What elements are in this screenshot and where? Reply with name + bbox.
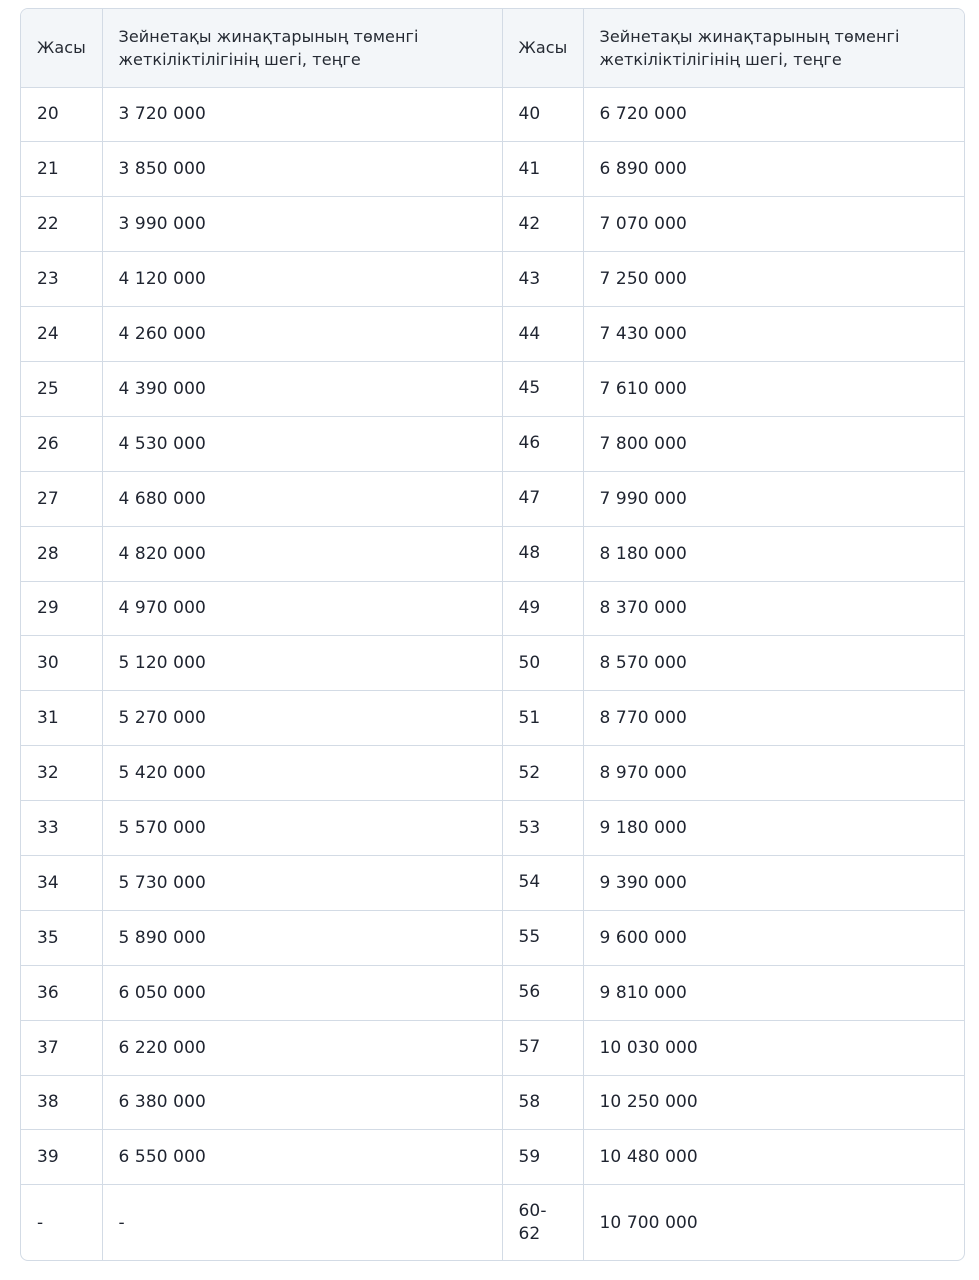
table-row [21,87,964,142]
cell-age-right: 45 [502,361,583,416]
cell-age-right: 41 [502,142,583,197]
cell-age-right: 43 [502,252,583,307]
cell-age-right: 40 [502,87,583,142]
cell-threshold-right: 9 600 000 [583,910,964,965]
cell-threshold-right: 10 250 000 [583,1075,964,1130]
cell-threshold-left: 3 850 000 [102,142,502,197]
cell-age-right: 46 [502,416,583,471]
table-row [21,581,964,636]
cell-threshold-left: 5 120 000 [102,636,502,691]
cell-age-left: 23 [21,252,102,307]
cell-threshold-left: 4 820 000 [102,526,502,581]
cell-threshold-left: 6 380 000 [102,1075,502,1130]
table-row [21,1075,964,1130]
cell-threshold-right: 10 700 000 [599,1213,698,1234]
cell-threshold-left: 5 420 000 [102,746,502,801]
cell-age-left: 33 [21,801,102,856]
cell-age-left: 39 [21,1130,102,1185]
cell-age-right: 42 [502,197,583,252]
cell-threshold-left: 5 890 000 [102,910,502,965]
table-row [21,307,964,362]
cell-age-left: 31 [21,691,102,746]
cell-threshold-left: 3 720 000 [102,87,502,142]
header-age-left: Жасы [21,9,102,87]
cell-age-left: 27 [21,471,102,526]
table-row [21,526,964,581]
cell-age-left: 38 [21,1075,102,1130]
cell-age-left: 20 [21,87,102,142]
table-header-row [21,9,964,87]
cell-age-right: 48 [502,526,583,581]
cell-threshold-right: 7 430 000 [583,307,964,362]
cell-threshold-left: 6 550 000 [102,1130,502,1185]
cell-threshold-right: 10 030 000 [583,1020,964,1075]
pension-threshold-table-container [20,8,965,1261]
cell-threshold-left: - [102,1185,502,1261]
cell-threshold-left: 3 990 000 [102,197,502,252]
cell-threshold-right: 10 480 000 [583,1130,964,1185]
table-row [21,197,964,252]
table-row [21,416,964,471]
cell-age-left: 29 [21,581,102,636]
cell-threshold-left: 4 260 000 [102,307,502,362]
cell-threshold-right: 8 180 000 [583,526,964,581]
table-row [21,636,964,691]
cell-threshold-left: 4 530 000 [102,416,502,471]
header-threshold-right: Зейнетақы жинақтарының төменгі жеткіліктілігінің шегі, теңге [583,9,964,87]
cell-threshold-right: 7 070 000 [583,197,964,252]
cell-threshold-right: 9 180 000 [583,801,964,856]
table-row [21,910,964,965]
cell-threshold-left: 4 120 000 [102,252,502,307]
table-row [21,471,964,526]
cell-age-left: - [21,1185,102,1261]
cell-age-left: 32 [21,746,102,801]
cell-age-right: 58 [502,1075,583,1130]
table-row [21,142,964,197]
cell-age-left: 28 [21,526,102,581]
cell-threshold-left: 6 050 000 [102,965,502,1020]
cell-threshold-right: 7 990 000 [583,471,964,526]
cell-threshold-left: 5 270 000 [102,691,502,746]
cell-threshold-right: 6 890 000 [583,142,964,197]
pension-threshold-table [21,9,964,1261]
cell-threshold-right: 8 970 000 [583,746,964,801]
cell-threshold-right: 6 720 000 [583,87,964,142]
table-row [21,361,964,416]
table-row [21,855,964,910]
cell-threshold-right: 8 370 000 [583,581,964,636]
cell-threshold-right: 9 810 000 [583,965,964,1020]
cell-age-left: 37 [21,1020,102,1075]
cell-threshold-left: 6 220 000 [102,1020,502,1075]
table-row [21,691,964,746]
cell-age-right: 50 [502,636,583,691]
cell-age-left: 35 [21,910,102,965]
cell-age-right: 59 [502,1130,583,1185]
cell-threshold-right: 7 800 000 [583,416,964,471]
cell-age-right: 57 [502,1020,583,1075]
cell-age-left: 22 [21,197,102,252]
cell-age-right: 52 [502,746,583,801]
table-row [21,1185,964,1261]
table-row [21,965,964,1020]
cell-age-right: 51 [502,691,583,746]
cell-threshold-left: 5 730 000 [102,855,502,910]
cell-threshold-right: 8 770 000 [583,691,964,746]
cell-age-left: 21 [21,142,102,197]
cell-age-right: 47 [502,471,583,526]
header-age-right: Жасы [502,9,583,87]
cell-age-right: 60-62 [502,1185,583,1261]
cell-age-left: 30 [21,636,102,691]
header-threshold-left: Зейнетақы жинақтарының төменгі жеткіліктілігінің шегі, теңге [102,9,502,87]
cell-age-left: 25 [21,361,102,416]
table-row [21,252,964,307]
cell-threshold-right: 7 250 000 [583,252,964,307]
table-row [21,1130,964,1185]
cell-threshold-left: 5 570 000 [102,801,502,856]
cell-threshold-left: 4 680 000 [102,471,502,526]
table-row [21,746,964,801]
cell-age-left: 36 [21,965,102,1020]
table-body [21,87,964,1261]
cell-threshold-left: 4 970 000 [102,581,502,636]
table-row [21,801,964,856]
cell-age-right: 49 [502,581,583,636]
cell-threshold-left: 4 390 000 [102,361,502,416]
cell-age-left: 26 [21,416,102,471]
cell-age-left: 34 [21,855,102,910]
cell-threshold-right: 7 610 000 [583,361,964,416]
table-row [21,1020,964,1075]
cell-age-right: 53 [502,801,583,856]
cell-age-right: 54 [502,855,583,910]
cell-threshold-right: 8 570 000 [583,636,964,691]
cell-age-right: 55 [502,910,583,965]
cell-age-right: 44 [502,307,583,362]
cell-threshold-right: 9 390 000 [583,855,964,910]
cell-age-right: 56 [502,965,583,1020]
cell-age-left: 24 [21,307,102,362]
